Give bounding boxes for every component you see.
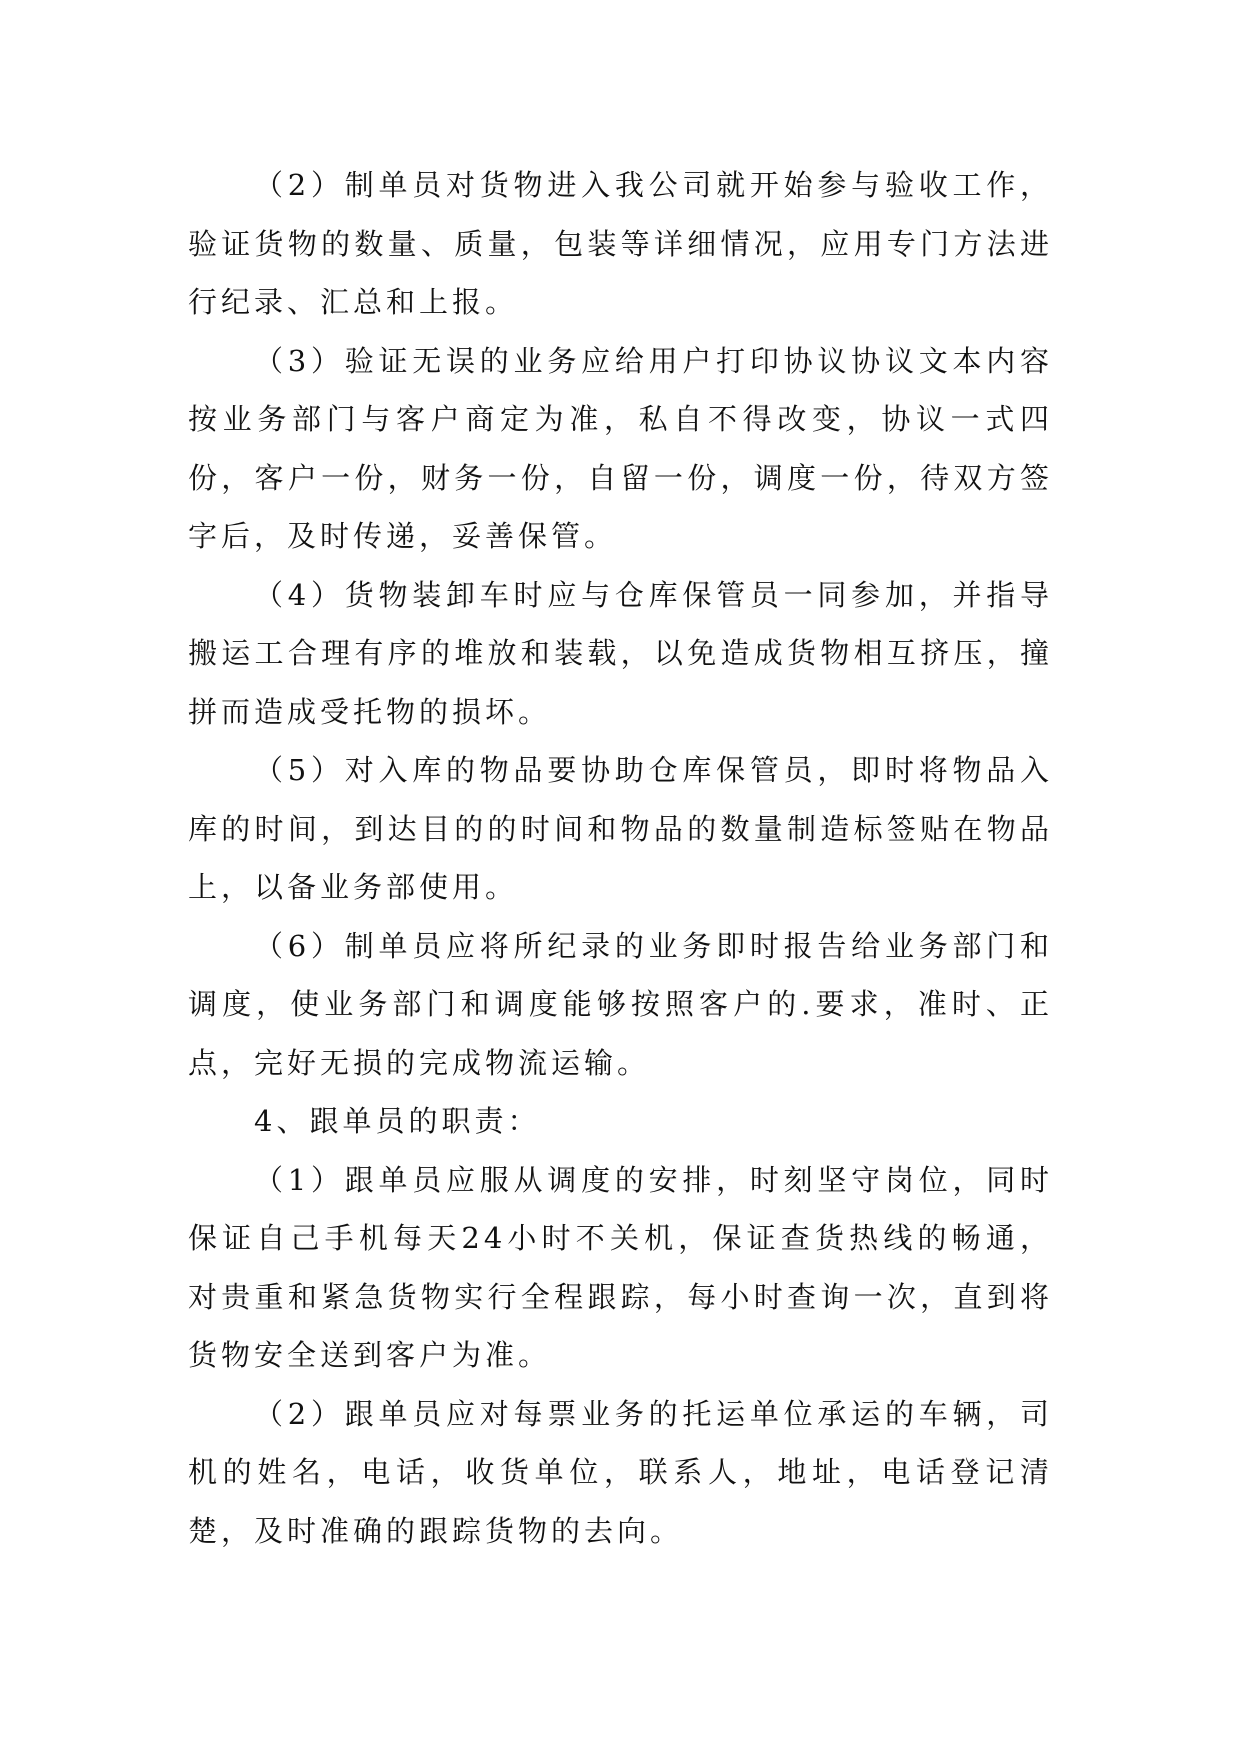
paragraph-3-agreement-printing: （3）验证无误的业务应给用户打印协议协议文本内容按业务部门与客户商定为准，私自不得改变，协议一式四份，客户一份，财务一份，自留一份，调度一份，待双方签字后，及时传递，妥善保管。 bbox=[188, 343, 1053, 553]
paragraph-6-reporting: （6）制单员应将所纪录的业务即时报告给业务部门和调度，使业务部门和调度能够按照客户的.要求，准时、正点，完好无损的完成物流运输。 bbox=[188, 928, 1053, 1080]
paragraph-4-loading-supervision: （4）货物装卸车时应与仓库保管员一同参加，并指导搬运工合理有序的堆放和装载，以免造成货物相互挤压，撞拼而造成受托物的损坏。 bbox=[188, 577, 1053, 729]
paragraph-1-tracker-duty: （1）跟单员应服从调度的安排，时刻坚守岗位，同时保证自己手机每天24小时不关机，保证查货热线的畅通，对贵重和紧急货物实行全程跟踪，每小时查询一次，直到将货物安全送到客户为准。 bbox=[188, 1162, 1053, 1372]
paragraph-5-warehouse-labeling: （5）对入库的物品要协助仓库保管员，即时将物品入库的时间，到达目的的时间和物品的数量制造标签贴在物品上，以备业务部使用。 bbox=[188, 753, 1053, 904]
paragraph-2-document-clerk-receiving: （2）制单员对货物进入我公司就开始参与验收工作，验证货物的数量、质量，包装等详细情况，应用专门方法进行纪录、汇总和上报。 bbox=[188, 168, 1053, 319]
document-body bbox=[188, 156, 1053, 1560]
section-heading-tracker-duties: 4、跟单员的职责： bbox=[254, 1104, 541, 1138]
paragraph-2-tracker-records: （2）跟单员应对每票业务的托运单位承运的车辆，司机的姓名，电话，收货单位，联系人，地址，电话登记清楚，及时准确的跟踪货物的去向。 bbox=[188, 1396, 1053, 1548]
